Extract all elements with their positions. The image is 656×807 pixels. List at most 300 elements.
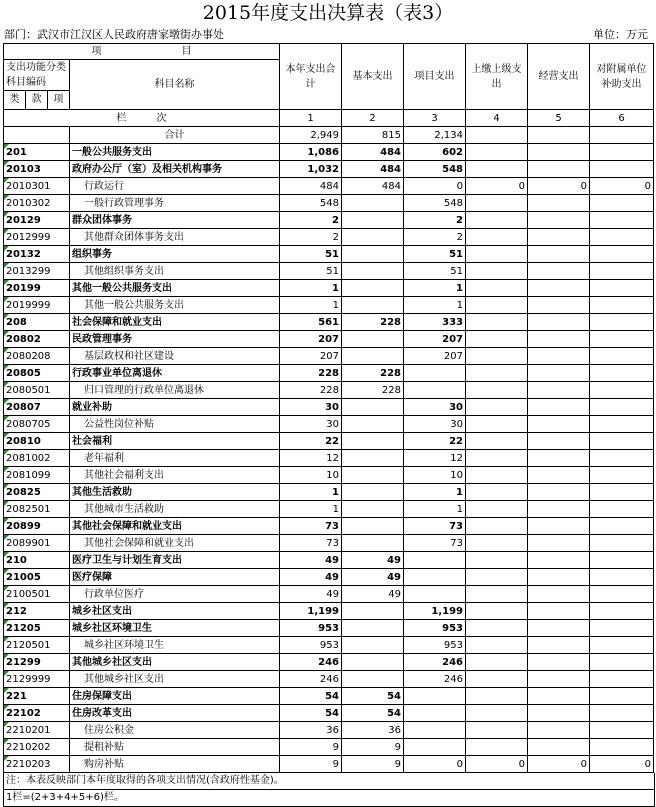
row-value-col-3: 0	[404, 178, 466, 195]
row-value-col-2: 9	[342, 739, 404, 756]
row-value-col-3	[404, 688, 466, 705]
row-value-col-6	[590, 229, 654, 246]
table-row	[4, 722, 654, 739]
row-value-col-3	[404, 722, 466, 739]
total-cell	[528, 127, 590, 144]
row-value-col-1: 953	[280, 620, 342, 637]
row-value-col-5	[528, 671, 590, 688]
row-value-col-1: 51	[280, 263, 342, 280]
row-value-col-5	[528, 739, 590, 756]
row-value-col-1: 22	[280, 433, 342, 450]
table-row	[4, 229, 654, 246]
row-value-col-2: 36	[342, 722, 404, 739]
row-value-col-2	[342, 195, 404, 212]
header-items: 项 目	[4, 44, 280, 60]
row-name: 政府办公厅（室）及相关机构事务	[70, 161, 280, 178]
row-name: 其他生活救助	[70, 484, 280, 501]
row-value-col-4	[466, 569, 528, 586]
row-value-col-5	[528, 705, 590, 722]
row-code: 2210202	[4, 739, 70, 756]
table-row	[4, 586, 654, 603]
row-value-col-5: 0	[528, 756, 590, 773]
row-value-col-6	[590, 399, 654, 416]
row-value-col-3: 246	[404, 654, 466, 671]
row-name: 基层政权和社区建设	[70, 348, 280, 365]
row-value-col-6	[590, 671, 654, 688]
unit-label: 单位：万元	[593, 28, 648, 41]
row-value-col-6	[590, 212, 654, 229]
row-code: 21205	[4, 620, 70, 637]
row-code: 20805	[4, 365, 70, 382]
row-value-col-3: 30	[404, 416, 466, 433]
table-row	[4, 654, 654, 671]
row-value-col-4	[466, 654, 528, 671]
table-row	[4, 484, 654, 501]
total-cell	[466, 127, 528, 144]
row-value-col-2	[342, 654, 404, 671]
row-value-col-2	[342, 620, 404, 637]
row-name: 其他组织事务支出	[70, 263, 280, 280]
row-value-col-5	[528, 144, 590, 161]
table-row	[4, 348, 654, 365]
row-value-col-5	[528, 569, 590, 586]
row-value-col-2	[342, 246, 404, 263]
row-value-col-1: 10	[280, 467, 342, 484]
row-value-col-3: 30	[404, 399, 466, 416]
header-func-code: 支出功能分类科目编码	[4, 60, 70, 91]
row-value-col-4	[466, 331, 528, 348]
row-value-col-2: 49	[342, 552, 404, 569]
row-value-col-4	[466, 433, 528, 450]
row-value-col-6	[590, 518, 654, 535]
department-label: 部门：武汉市江汉区人民政府唐家墩街办事处	[4, 28, 224, 41]
row-value-col-5	[528, 688, 590, 705]
row-value-col-5	[528, 722, 590, 739]
row-value-col-3: 207	[404, 348, 466, 365]
row-value-col-6	[590, 688, 654, 705]
row-value-col-3: 953	[404, 637, 466, 654]
table-row	[4, 450, 654, 467]
row-value-col-4: 0	[466, 756, 528, 773]
row-value-col-4	[466, 705, 528, 722]
row-name: 社会保障和就业支出	[70, 314, 280, 331]
table-row	[4, 178, 654, 195]
row-value-col-1: 9	[280, 739, 342, 756]
row-value-col-2	[342, 263, 404, 280]
row-value-col-4	[466, 501, 528, 518]
row-code: 20132	[4, 246, 70, 263]
row-code: 221	[4, 688, 70, 705]
total-cell: 2,134	[404, 127, 466, 144]
row-value-col-6	[590, 637, 654, 654]
header-col-3: 项目支出	[404, 44, 466, 110]
row-value-col-6	[590, 365, 654, 382]
row-code: 2080208	[4, 348, 70, 365]
row-value-col-1: 54	[280, 688, 342, 705]
row-value-col-4	[466, 348, 528, 365]
row-value-col-1: 1,086	[280, 144, 342, 161]
row-value-col-4	[466, 552, 528, 569]
header-col-2: 基本支出	[342, 44, 404, 110]
row-value-col-4	[466, 212, 528, 229]
row-value-col-6	[590, 433, 654, 450]
row-code: 22102	[4, 705, 70, 722]
row-value-col-5	[528, 416, 590, 433]
table-row	[4, 739, 654, 756]
row-value-col-6	[590, 314, 654, 331]
row-value-col-4	[466, 229, 528, 246]
header-row-items	[4, 44, 654, 60]
row-value-col-4	[466, 620, 528, 637]
row-value-col-3: 953	[404, 620, 466, 637]
row-value-col-6	[590, 450, 654, 467]
table-row	[4, 144, 654, 161]
row-name: 民政管理事务	[70, 331, 280, 348]
row-value-col-2	[342, 603, 404, 620]
row-code: 2082501	[4, 501, 70, 518]
row-value-col-3: 1,199	[404, 603, 466, 620]
footnote-1: 注：本表反映部门本年度取得的各项支出情况(含政府性基金)。	[3, 773, 655, 790]
row-value-col-4	[466, 586, 528, 603]
col-num-3: 3	[404, 110, 466, 127]
row-value-col-5	[528, 297, 590, 314]
row-value-col-2: 49	[342, 586, 404, 603]
col-num-5: 5	[528, 110, 590, 127]
row-value-col-4	[466, 280, 528, 297]
row-value-col-4	[466, 637, 528, 654]
row-value-col-5	[528, 348, 590, 365]
table-row	[4, 433, 654, 450]
row-code: 2081099	[4, 467, 70, 484]
header-col-6: 对附属单位补助支出	[590, 44, 654, 110]
row-value-col-3: 602	[404, 144, 466, 161]
row-value-col-2: 49	[342, 569, 404, 586]
row-value-col-2: 228	[342, 314, 404, 331]
row-value-col-5	[528, 637, 590, 654]
row-value-col-5	[528, 365, 590, 382]
row-code: 21299	[4, 654, 70, 671]
row-code: 20810	[4, 433, 70, 450]
row-value-col-4	[466, 195, 528, 212]
row-value-col-5	[528, 552, 590, 569]
table-row	[4, 552, 654, 569]
row-value-col-3: 2	[404, 212, 466, 229]
row-value-col-4	[466, 416, 528, 433]
row-value-col-2: 54	[342, 705, 404, 722]
row-value-col-6	[590, 586, 654, 603]
row-value-col-5	[528, 603, 590, 620]
row-value-col-1: 207	[280, 331, 342, 348]
row-name: 提租补贴	[70, 739, 280, 756]
row-value-col-3	[404, 586, 466, 603]
header-col-1: 本年支出合计	[280, 44, 342, 110]
row-value-col-6	[590, 263, 654, 280]
row-value-col-1: 1	[280, 484, 342, 501]
row-value-col-1: 9	[280, 756, 342, 773]
row-value-col-4	[466, 722, 528, 739]
row-value-col-2	[342, 348, 404, 365]
row-value-col-4	[466, 365, 528, 382]
row-value-col-1: 561	[280, 314, 342, 331]
header-class: 类	[4, 91, 26, 109]
row-value-col-5	[528, 518, 590, 535]
row-value-col-2	[342, 450, 404, 467]
row-value-col-6: 0	[590, 756, 654, 773]
row-value-col-5	[528, 331, 590, 348]
row-value-col-5	[528, 212, 590, 229]
row-value-col-2: 484	[342, 144, 404, 161]
row-value-col-4	[466, 535, 528, 552]
row-value-col-2: 484	[342, 161, 404, 178]
row-value-col-6	[590, 705, 654, 722]
row-value-col-2	[342, 501, 404, 518]
row-value-col-6	[590, 195, 654, 212]
row-value-col-3: 246	[404, 671, 466, 688]
row-value-col-6	[590, 569, 654, 586]
table-row	[4, 314, 654, 331]
row-value-col-5	[528, 484, 590, 501]
row-value-col-4	[466, 263, 528, 280]
row-value-col-3: 333	[404, 314, 466, 331]
row-value-col-5	[528, 467, 590, 484]
row-value-col-5	[528, 620, 590, 637]
row-code: 20199	[4, 280, 70, 297]
row-name: 行政单位医疗	[70, 586, 280, 603]
row-value-col-4	[466, 144, 528, 161]
row-value-col-5	[528, 161, 590, 178]
row-code: 210	[4, 552, 70, 569]
row-value-col-1: 207	[280, 348, 342, 365]
table-row	[4, 535, 654, 552]
row-value-col-6	[590, 280, 654, 297]
row-code: 20802	[4, 331, 70, 348]
header-section: 款	[26, 91, 48, 109]
table-row	[4, 263, 654, 280]
row-value-col-6	[590, 331, 654, 348]
row-value-col-1: 246	[280, 671, 342, 688]
row-value-col-3	[404, 552, 466, 569]
table-title: 2015年度支出决算表（表3）	[202, 2, 454, 24]
row-value-col-5	[528, 501, 590, 518]
row-value-col-1: 49	[280, 569, 342, 586]
row-value-col-1: 953	[280, 637, 342, 654]
row-value-col-5	[528, 586, 590, 603]
row-value-col-4	[466, 688, 528, 705]
row-name: 一般公共服务支出	[70, 144, 280, 161]
table-row	[4, 501, 654, 518]
row-name: 其他群众团体事务支出	[70, 229, 280, 246]
row-value-col-6	[590, 416, 654, 433]
total-cell	[590, 127, 654, 144]
row-value-col-6	[590, 246, 654, 263]
row-value-col-4: 0	[466, 178, 528, 195]
row-value-col-5: 0	[528, 178, 590, 195]
row-value-col-1: 484	[280, 178, 342, 195]
row-value-col-6	[590, 161, 654, 178]
row-value-col-3	[404, 569, 466, 586]
table-row	[4, 620, 654, 637]
row-value-col-3	[404, 739, 466, 756]
row-value-col-4	[466, 739, 528, 756]
row-value-col-3: 73	[404, 535, 466, 552]
row-value-col-4	[466, 518, 528, 535]
table-row	[4, 518, 654, 535]
expenditure-table	[3, 43, 654, 773]
row-name: 住房保障支出	[70, 688, 280, 705]
row-name: 住房公积金	[70, 722, 280, 739]
row-value-col-1: 73	[280, 535, 342, 552]
row-code: 2080501	[4, 382, 70, 399]
row-value-col-4	[466, 399, 528, 416]
row-value-col-1: 49	[280, 552, 342, 569]
row-value-col-5	[528, 229, 590, 246]
row-name: 就业补助	[70, 399, 280, 416]
row-code: 2089901	[4, 535, 70, 552]
row-value-col-6	[590, 501, 654, 518]
row-value-col-6	[590, 297, 654, 314]
row-value-col-2	[342, 229, 404, 246]
row-name: 住房改革支出	[70, 705, 280, 722]
row-name: 社会福利	[70, 433, 280, 450]
table-row	[4, 416, 654, 433]
table-row	[4, 637, 654, 654]
table-row	[4, 467, 654, 484]
header-col-5: 经营支出	[528, 44, 590, 110]
row-value-col-5	[528, 195, 590, 212]
total-label: 合计	[70, 127, 280, 144]
row-value-col-2	[342, 212, 404, 229]
row-code: 2210201	[4, 722, 70, 739]
table-row	[4, 195, 654, 212]
row-value-col-2: 54	[342, 688, 404, 705]
row-value-col-3: 1	[404, 501, 466, 518]
row-value-col-6	[590, 620, 654, 637]
row-value-col-1: 51	[280, 246, 342, 263]
row-value-col-6	[590, 382, 654, 399]
row-code: 20103	[4, 161, 70, 178]
row-value-col-4	[466, 382, 528, 399]
row-code: 20825	[4, 484, 70, 501]
row-code: 21005	[4, 569, 70, 586]
row-value-col-1: 228	[280, 365, 342, 382]
row-value-col-6: 0	[590, 178, 654, 195]
table-row	[4, 756, 654, 773]
row-value-col-4	[466, 671, 528, 688]
row-value-col-1: 1	[280, 297, 342, 314]
row-value-col-3: 12	[404, 450, 466, 467]
row-value-col-2	[342, 280, 404, 297]
row-value-col-5	[528, 535, 590, 552]
row-value-col-6	[590, 654, 654, 671]
table-row	[4, 161, 654, 178]
row-name: 其他城市生活救助	[70, 501, 280, 518]
row-value-col-5	[528, 399, 590, 416]
row-name: 归口管理的行政单位离退休	[70, 382, 280, 399]
row-value-col-1: 228	[280, 382, 342, 399]
row-code: 2010301	[4, 178, 70, 195]
row-name: 购房补贴	[70, 756, 280, 773]
row-value-col-1: 49	[280, 586, 342, 603]
row-name: 其他社会保障和就业支出	[70, 518, 280, 535]
total-cell: 2,949	[280, 127, 342, 144]
row-value-col-2	[342, 467, 404, 484]
row-value-col-5	[528, 246, 590, 263]
table-row	[4, 212, 654, 229]
row-value-col-3: 548	[404, 161, 466, 178]
row-value-col-5	[528, 433, 590, 450]
row-code: 20807	[4, 399, 70, 416]
row-code: 2210203	[4, 756, 70, 773]
table-row	[4, 569, 654, 586]
row-value-col-1: 1,032	[280, 161, 342, 178]
row-value-col-6	[590, 348, 654, 365]
row-value-col-1: 2	[280, 229, 342, 246]
row-value-col-2: 228	[342, 382, 404, 399]
row-value-col-2	[342, 535, 404, 552]
row-value-col-6	[590, 722, 654, 739]
row-name: 其他城乡社区支出	[70, 671, 280, 688]
header-levels	[4, 91, 70, 110]
row-value-col-4	[466, 484, 528, 501]
row-value-col-4	[466, 297, 528, 314]
row-code: 2100501	[4, 586, 70, 603]
row-value-col-4	[466, 450, 528, 467]
header-entry: 项	[53, 94, 64, 105]
row-name: 其他一般公共服务支出	[70, 280, 280, 297]
header-col-label: 栏 次	[4, 110, 280, 127]
row-name: 城乡社区环境卫生	[70, 637, 280, 654]
row-value-col-3: 1	[404, 297, 466, 314]
row-value-col-5	[528, 382, 590, 399]
row-code: 212	[4, 603, 70, 620]
row-code: 201	[4, 144, 70, 161]
row-value-col-4	[466, 161, 528, 178]
row-name: 行政事业单位离退休	[70, 365, 280, 382]
table-row	[4, 280, 654, 297]
row-value-col-5	[528, 280, 590, 297]
row-value-col-6	[590, 552, 654, 569]
row-value-col-3: 0	[404, 756, 466, 773]
row-name: 其他一般公共服务支出	[70, 297, 280, 314]
row-name: 群众团体事务	[70, 212, 280, 229]
table-row	[4, 705, 654, 722]
row-value-col-3: 1	[404, 484, 466, 501]
row-value-col-3	[404, 705, 466, 722]
total-row	[4, 127, 654, 144]
row-name: 行政运行	[70, 178, 280, 195]
row-value-col-2: 484	[342, 178, 404, 195]
row-value-col-2	[342, 399, 404, 416]
row-value-col-3: 51	[404, 263, 466, 280]
row-name: 其他社会保障和就业支出	[70, 535, 280, 552]
footnote-2: 1栏=(2+3+4+5+6)栏。	[3, 790, 655, 807]
row-value-col-3: 22	[404, 433, 466, 450]
header-subject-name: 科目名称	[70, 60, 280, 110]
row-value-col-2: 9	[342, 756, 404, 773]
row-value-col-5	[528, 314, 590, 331]
row-value-col-5	[528, 654, 590, 671]
table-row	[4, 382, 654, 399]
row-name: 城乡社区支出	[70, 603, 280, 620]
row-code: 2013299	[4, 263, 70, 280]
row-value-col-1: 548	[280, 195, 342, 212]
row-value-col-2	[342, 416, 404, 433]
row-value-col-1: 1	[280, 501, 342, 518]
row-value-col-3	[404, 365, 466, 382]
row-name: 其他社会福利支出	[70, 467, 280, 484]
row-value-col-6	[590, 484, 654, 501]
table-row	[4, 688, 654, 705]
